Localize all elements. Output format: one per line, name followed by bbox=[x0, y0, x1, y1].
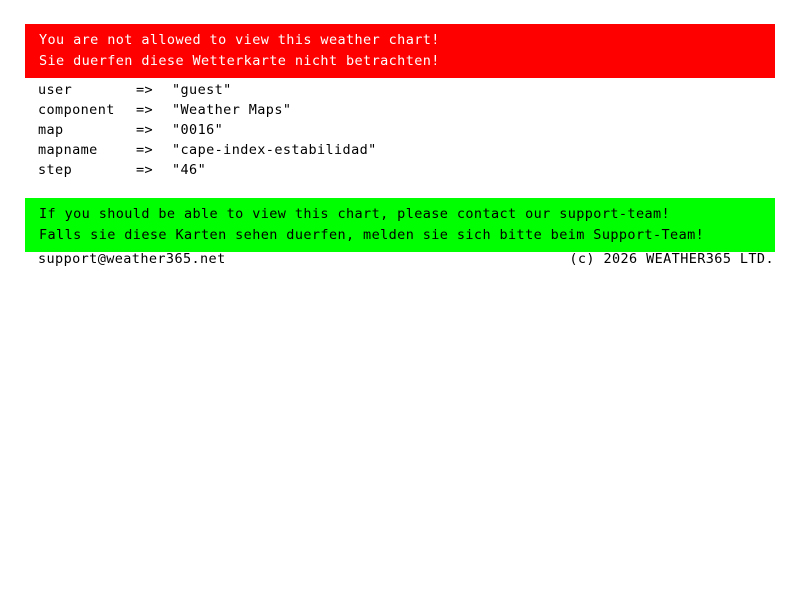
parameter-key: user bbox=[38, 82, 73, 98]
footer bbox=[38, 250, 774, 268]
parameter-value: "Weather Maps" bbox=[172, 102, 292, 118]
error-banner-line-de: Sie duerfen diese Wetterkarte nicht betrachten! bbox=[39, 53, 440, 69]
parameter-key: map bbox=[38, 122, 64, 138]
error-banner bbox=[25, 24, 775, 78]
parameter-row-user bbox=[38, 80, 738, 100]
parameter-arrow: => bbox=[136, 162, 154, 178]
info-banner-line-de: Falls sie diese Karten sehen duerfen, melden sie sich bitte beim Support-Team! bbox=[39, 227, 705, 243]
parameter-arrow: => bbox=[136, 82, 154, 98]
parameter-row-mapname bbox=[38, 140, 738, 160]
parameter-key: mapname bbox=[38, 142, 98, 158]
parameter-key: component bbox=[38, 102, 115, 118]
parameter-arrow: => bbox=[136, 142, 154, 158]
parameter-value: "46" bbox=[172, 162, 207, 178]
copyright-text: (c) 2026 WEATHER365 LTD. bbox=[569, 251, 774, 267]
info-banner bbox=[25, 198, 775, 252]
error-banner-line-en: You are not allowed to view this weather chart! bbox=[39, 32, 440, 48]
parameter-row-step bbox=[38, 160, 738, 180]
parameter-row-component bbox=[38, 100, 738, 120]
parameter-value: "cape-index-estabilidad" bbox=[172, 142, 377, 158]
parameter-key: step bbox=[38, 162, 73, 178]
parameter-arrow: => bbox=[136, 122, 154, 138]
info-banner-line-en: If you should be able to view this chart, please contact our support-team! bbox=[39, 206, 671, 222]
parameter-value: "0016" bbox=[172, 122, 224, 138]
parameter-value: "guest" bbox=[172, 82, 232, 98]
parameter-arrow: => bbox=[136, 102, 154, 118]
support-email-link[interactable]: support@weather365.net bbox=[38, 251, 226, 267]
parameter-list bbox=[38, 80, 738, 180]
parameter-row-map bbox=[38, 120, 738, 140]
